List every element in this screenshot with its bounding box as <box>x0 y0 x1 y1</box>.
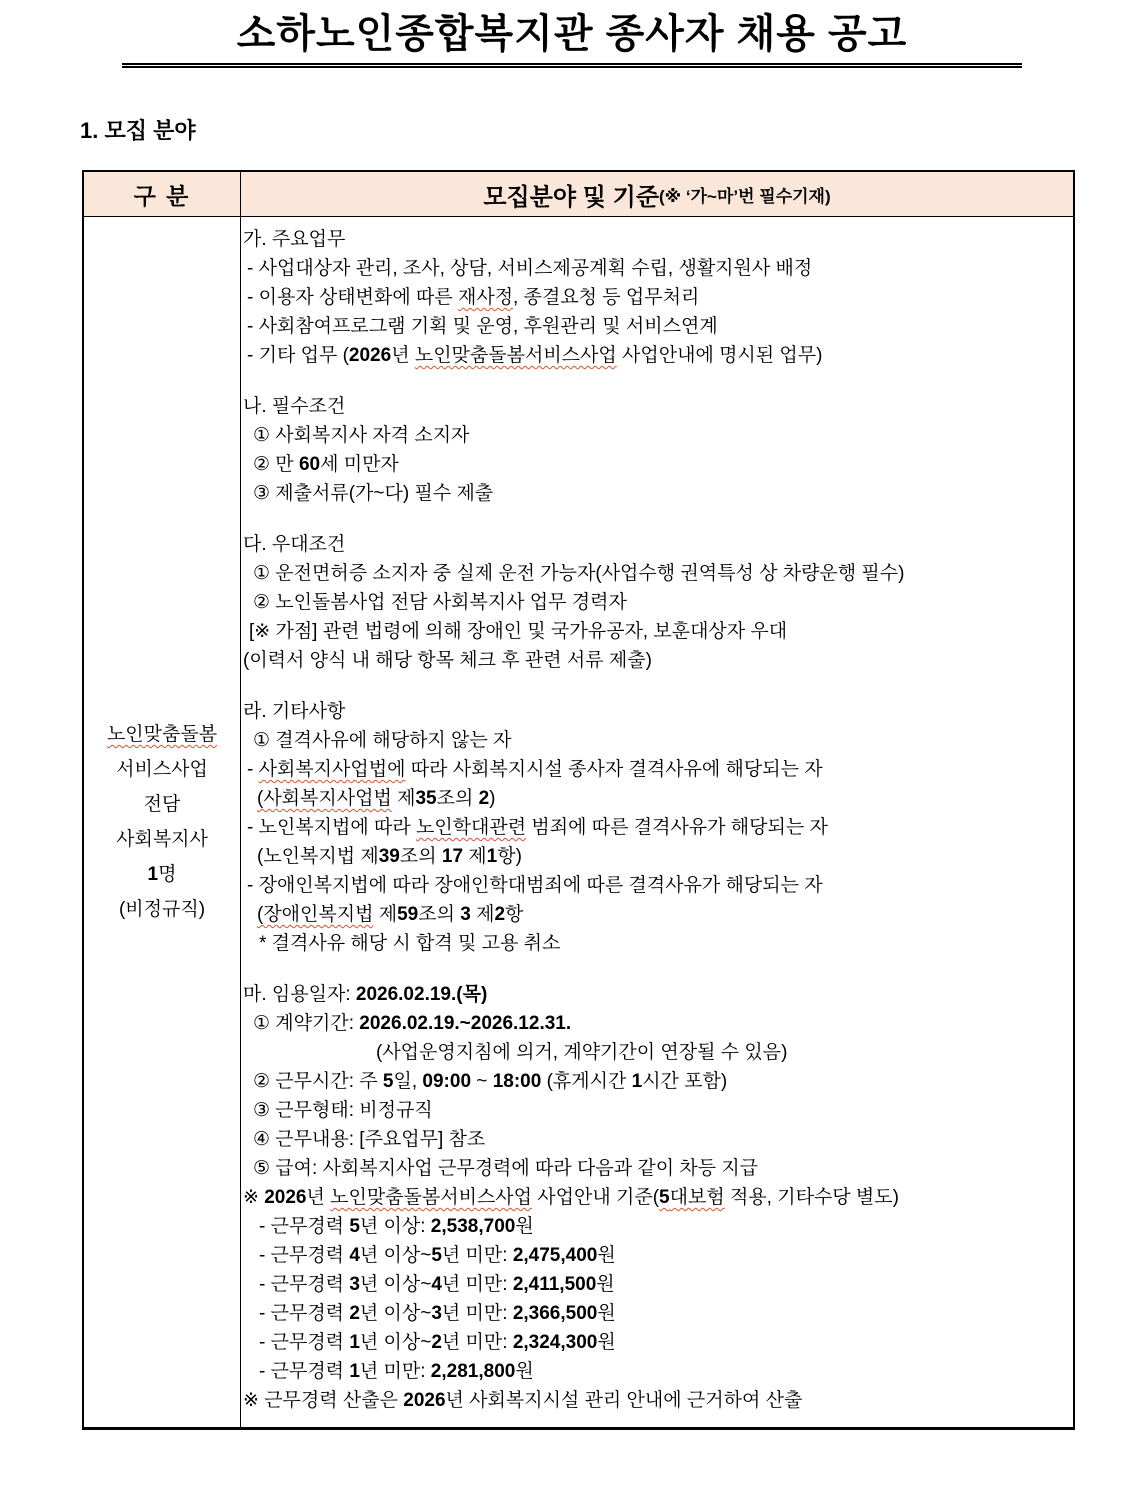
text-segment: 사회복지사업법에 <box>258 759 406 780</box>
detail-line <box>243 784 1069 813</box>
text-segment: 2,475,400 <box>512 1245 598 1266</box>
text-segment: - 근무경력 1년 미만: <box>259 1361 431 1382</box>
blank-line <box>243 675 1069 697</box>
detail-line <box>243 900 1069 929</box>
detail-line <box>243 842 1069 871</box>
text-segment: ※ 근무경력 산출은 2026년 사회복지시설 관리 안내에 근거하여 산출 <box>243 1390 803 1411</box>
text-segment: - 사회참여프로그램 기획 및 운영, 후원관리 및 서비스연계 <box>247 316 718 337</box>
text-segment: 노인맞춤돌봄서비스사업 <box>414 345 617 366</box>
text-segment: 나. 필수조건 <box>243 396 346 417</box>
detail-line <box>243 559 1069 588</box>
table-header-criteria-main: 모집분야 및 기준 <box>483 183 659 211</box>
detail-line <box>243 1270 1069 1299</box>
text-segment: ③ 근무형태: 비정규직 <box>253 1100 433 1121</box>
text-segment: 다. 우대조건 <box>243 534 346 555</box>
position-cell <box>84 217 241 1427</box>
detail-line <box>243 225 1069 254</box>
position-line <box>144 787 181 822</box>
text-segment: 원 <box>597 1303 616 1324</box>
text-segment: 적용, 기타수당 별도) <box>724 1187 899 1208</box>
detail-line <box>243 1212 1069 1241</box>
text-segment: , 종결요청 등 업무처리 <box>513 287 700 308</box>
text-segment: ※ 2026년 <box>243 1187 331 1208</box>
detail-line <box>243 697 1069 726</box>
text-segment: 사회복지사 <box>116 829 208 850</box>
text-segment: ① 계약기간: <box>253 1013 360 1034</box>
text-segment: - 사업대상자 관리, 조사, 상담, 서비스제공계획 수립, 생활지원사 배정 <box>247 258 813 279</box>
text-segment: 따라 사회복지시설 종사자 결격사유에 해당되는 자 <box>405 759 823 780</box>
detail-line <box>243 1328 1069 1357</box>
detail-line <box>243 726 1069 755</box>
detail-line <box>243 341 1069 370</box>
blank-line <box>243 958 1069 980</box>
table-header-category: 구 분 <box>84 172 241 216</box>
text-segment: - <box>247 759 259 780</box>
text-segment: 노인맞춤돌봄 <box>106 724 218 745</box>
detail-line <box>243 392 1069 421</box>
text-segment: ④ 근무내용: [주요업무] 참조 <box>253 1129 486 1150</box>
detail-line <box>243 1241 1069 1270</box>
recruitment-table <box>82 170 1075 1430</box>
text-segment: 범죄에 따른 결격사유가 해당되는 자 <box>526 817 828 838</box>
position-line <box>148 857 177 892</box>
text-segment: 2026.02.19.~2026.12.31. <box>359 1013 572 1034</box>
detail-line <box>243 450 1069 479</box>
text-segment: 제35조의 2) <box>391 788 496 809</box>
text-segment: 노인맞춤돌봄서비스사업 <box>330 1187 533 1208</box>
table-body-row <box>84 217 1073 1427</box>
text-segment: ② 근무시간: 주 5일, 09:00 ~ 18:00 (휴게시간 1시간 포함) <box>253 1071 728 1092</box>
detail-line <box>243 588 1069 617</box>
detail-line <box>243 1154 1069 1183</box>
document-title: 소하노인종합복지관 종사자 채용 공고 <box>236 12 908 56</box>
detail-line <box>243 1096 1069 1125</box>
text-segment: 사업안내 기준( <box>532 1187 660 1208</box>
position-line <box>107 717 217 752</box>
text-segment: - 근무경력 1년 이상~2년 미만: <box>259 1332 513 1353</box>
detail-line <box>243 1386 1069 1415</box>
detail-line <box>243 929 1069 958</box>
detail-line <box>243 617 1069 646</box>
text-segment: - 기타 업무 (2026년 <box>247 345 415 366</box>
text-segment: (사업운영지침에 의거, 계약기간이 연장될 수 있음) <box>376 1042 788 1063</box>
text-segment: ⑤ 급여: 사회복지사업 근무경력에 따라 다음과 같이 차등 지급 <box>253 1158 759 1179</box>
detail-line <box>243 1038 1069 1067</box>
text-segment: (이력서 양식 내 해당 항목 체크 후 관련 서류 제출) <box>243 650 652 671</box>
detail-line <box>243 755 1069 784</box>
text-segment: 원 <box>515 1216 534 1237</box>
blank-line <box>243 370 1069 392</box>
detail-line <box>243 646 1069 675</box>
text-segment: 사업안내에 명시된 업무) <box>616 345 823 366</box>
text-segment: 원 <box>597 1245 616 1266</box>
detail-line <box>243 1009 1069 1038</box>
text-segment: 5대보험 <box>659 1187 725 1208</box>
text-segment: (사회복지사업법 <box>257 788 392 809</box>
text-segment: 노인학대관련 <box>416 817 527 838</box>
text-segment: 재사정 <box>457 287 514 308</box>
text-segment: 원 <box>597 1332 616 1353</box>
text-segment: ② 만 60세 미만자 <box>253 454 399 475</box>
title-underline <box>122 63 1022 68</box>
text-segment: ① 운전면허증 소지자 중 실제 운전 가능자(사업수행 권역특성 상 차량운행 필수) <box>253 563 905 584</box>
detail-line <box>243 312 1069 341</box>
detail-line <box>243 283 1069 312</box>
text-segment: 가. 주요업무 <box>243 229 346 250</box>
blank-line <box>243 508 1069 530</box>
position-line <box>119 892 205 927</box>
text-segment: ① 사회복지사 자격 소지자 <box>253 425 470 446</box>
text-segment: ① 결격사유에 해당하지 않는 자 <box>253 730 512 751</box>
text-segment: [※ 가점] 관련 법령에 의해 장애인 및 국가유공자, 보훈대상자 우대 <box>249 621 788 642</box>
text-segment: 2,538,700 <box>430 1216 516 1237</box>
detail-line <box>243 1125 1069 1154</box>
text-segment: - 이용자 상태변화에 따른 <box>247 287 458 308</box>
text-segment: * 결격사유 해당 시 합격 및 고용 취소 <box>259 933 561 954</box>
text-segment: - 노인복지법에 따라 <box>247 817 416 838</box>
detail-line <box>243 871 1069 900</box>
detail-line <box>243 421 1069 450</box>
detail-line <box>243 1299 1069 1328</box>
detail-line <box>243 479 1069 508</box>
text-segment: 마. 임용일자: <box>243 984 356 1005</box>
detail-line <box>243 980 1069 1009</box>
table-header-row <box>84 172 1073 217</box>
text-segment: 제59조의 3 제2항 <box>373 904 524 925</box>
text-segment: (노인복지법 제39조의 17 제1항) <box>257 846 522 867</box>
text-segment: 2,324,300 <box>512 1332 598 1353</box>
text-segment: - 장애인복지법에 따라 장애인학대범죄에 따른 결격사유가 해당되는 자 <box>247 875 823 896</box>
position-line <box>116 752 208 787</box>
text-segment: 2,411,500 <box>512 1274 597 1295</box>
text-segment: 원 <box>515 1361 534 1382</box>
text-segment: 원 <box>596 1274 615 1295</box>
detail-line <box>243 254 1069 283</box>
text-segment: 2,366,500 <box>512 1303 598 1324</box>
text-segment: 2,281,800 <box>430 1361 516 1382</box>
detail-line <box>243 1183 1069 1212</box>
text-segment: ③ 제출서류(가~다) 필수 제출 <box>253 483 494 504</box>
text-segment: 서비스사업 <box>116 759 208 780</box>
text-segment: 전담 <box>143 794 181 815</box>
text-segment: (장애인복지법 <box>257 904 374 925</box>
detail-line <box>243 1357 1069 1386</box>
detail-line <box>243 530 1069 559</box>
detail-line <box>243 813 1069 842</box>
text-segment: ② 노인돌봄사업 전담 사회복지사 업무 경력자 <box>253 592 627 613</box>
text-segment: 2026.02.19.(목) <box>355 984 488 1005</box>
text-segment: - 근무경력 4년 이상~5년 미만: <box>259 1245 513 1266</box>
text-segment: - 근무경력 2년 이상~3년 미만: <box>259 1303 513 1324</box>
table-header-criteria <box>241 172 1073 216</box>
table-header-criteria-note: (※ ‘가~마’번 필수기재) <box>659 186 831 206</box>
text-segment: - 근무경력 3년 이상~4년 미만: <box>259 1274 513 1295</box>
position-line <box>116 822 208 857</box>
detail-line <box>243 1067 1069 1096</box>
text-segment: - 근무경력 5년 이상: <box>259 1216 431 1237</box>
text-segment: 라. 기타사항 <box>243 701 346 722</box>
detail-cell <box>241 217 1073 1427</box>
section-heading: 1. 모집 분야 <box>80 118 196 143</box>
text-segment: 1명 <box>147 864 177 885</box>
text-segment: (비정규직) <box>118 899 206 920</box>
